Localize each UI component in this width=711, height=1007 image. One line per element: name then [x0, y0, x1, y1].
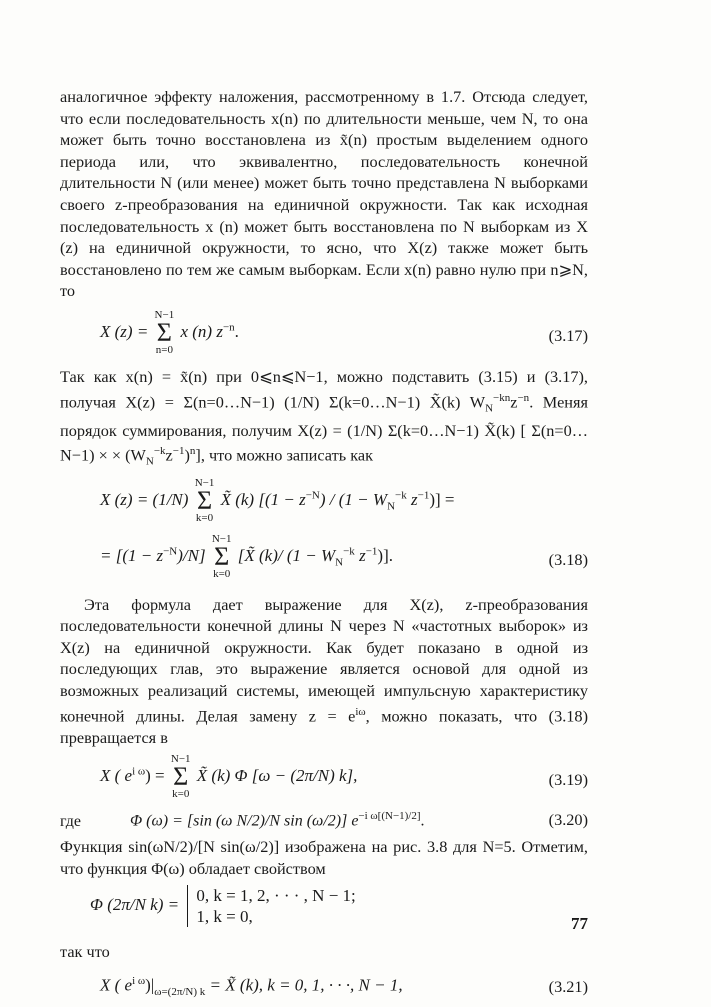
equation-3-17	[60, 304, 588, 364]
eq318a-s1: N	[387, 499, 396, 512]
p2-a: Так как x(n) = x̃(n) при 0⩽n⩽N−1, можно подставить (3.15) и (3.17), получая X(z) = Σ(n=0…N−1) (1/N) Σ(k=0…N−1) X̃(k) W	[60, 366, 588, 411]
eq320-body: Φ (ω) = [sin (ω N/2)/N sin (ω/2)] e	[130, 812, 359, 830]
equation-3-18-line2	[60, 532, 588, 592]
eq318a-sum-top: N−1	[194, 476, 215, 489]
eq320-tail: .	[420, 812, 425, 830]
eq321-rhs: = X̃ (k), k = 0, 1, · · ·, N − 1,	[205, 975, 403, 995]
equation-number-3-20: (3.20)	[548, 810, 588, 830]
paragraph-3	[60, 594, 588, 749]
eq319-sum: N−1 Σ k=0	[170, 753, 191, 801]
eq318b-sum: N−1 Σ k=0	[211, 532, 232, 580]
eq319-lhs: X ( e	[100, 766, 133, 786]
equation-phi-property	[60, 881, 588, 939]
eq317-tail: .	[234, 321, 239, 341]
page-body	[60, 86, 588, 1007]
eq318b-e3: −1	[365, 544, 378, 557]
eq320-gde: где	[60, 812, 82, 830]
p2-e: −n	[517, 391, 530, 404]
eqphi-lhs: Φ (2π/N k) =	[90, 895, 180, 915]
eq318a-mid: ) / (1 − W	[319, 489, 388, 509]
eq318b-end: )].	[377, 545, 393, 565]
p2-i: z	[165, 445, 173, 465]
equation-number-3-18: (3.18)	[548, 549, 588, 569]
eq318a-sum-bottom: k=0	[195, 511, 214, 524]
eq318a-e3: −1	[417, 488, 430, 501]
p3-tail: , можно показать, что (3.18) превращается в	[60, 706, 588, 747]
eqphi-case-1: 0, k = 1, 2, · · · , N − 1;	[196, 886, 356, 906]
eq319-sum-top: N−1	[170, 753, 191, 766]
p2-f: . Меняя порядок суммирования, получим X(z) = (1/N) Σ(k=0…N−1) X̃(k) [ Σ(n=0…N−1) × × (W	[60, 391, 588, 465]
eqphi-case-2: 1, k = 0,	[196, 907, 253, 927]
eq318a-rhs: X̃ (k) [(1 − z	[220, 489, 306, 509]
eq317-sum-top: N−1	[154, 308, 175, 321]
eq317-sum-bottom: n=0	[155, 343, 173, 356]
eq319-e1: i ω	[132, 765, 146, 778]
eq317-sum: N−1 Σ n=0	[154, 308, 175, 356]
eq318b-lhs: = [(1 − z	[100, 545, 164, 565]
eq319-sum-bottom: k=0	[172, 788, 190, 801]
eq318a-e2: −k	[395, 488, 407, 501]
equation-3-18-line1	[60, 476, 588, 530]
equation-number-3-19: (3.19)	[548, 770, 588, 790]
eq321-e1: i ω	[132, 975, 146, 988]
eqphi-cases	[187, 885, 355, 927]
equation-number-3-21: (3.21)	[548, 977, 588, 997]
equation-3-20	[60, 810, 588, 834]
eq321-mid: )|	[145, 975, 155, 995]
eq319-rhs: X̃ (k) Φ [ω − (2π/N) k],	[196, 766, 358, 786]
p2-b: N	[485, 402, 494, 415]
eq318a-end: )] =	[429, 489, 455, 509]
p2-d: z	[510, 391, 518, 411]
paragraph-4: Функция sin(ωN/2)/[N sin(ω/2)] изображена на рис. 3.8 для N=5. Отметим, что функция Φ(ω) обладает свойством	[60, 837, 588, 878]
eq318b-e2: −k	[343, 544, 355, 557]
eq317-exp: −n	[222, 321, 235, 334]
eq318b-e1: −N	[163, 544, 178, 557]
eq318b-z: z	[354, 545, 366, 565]
eq318b-sum-top: N−1	[211, 532, 232, 545]
paragraph-5: так что	[60, 942, 110, 962]
eq318a-e1: −N	[305, 488, 320, 501]
paragraph-1: аналогичное эффекту наложения, рассмотренному в 1.7. Отсюда следует, что если последовательность x(n) по длительности меньше, чем N, то она может быть точно восстановлена из x̃(n) простым выделением одного периода или, что эквивалентно, последовательность конечной длительности N (или менее) может быть точно представлена N выборками своего z-преобразования на единичной окружности. Так как исходная последовательность x (n) может быть восстановлена по N выборкам из X (z) на единичной окружности, то ясно, что X(z) также может быть восстановлено по тем же самым выборкам. Если x(n) равно нулю при n⩾N, то	[60, 87, 588, 301]
equation-3-19	[60, 750, 588, 808]
p2-c: −kn	[493, 391, 511, 404]
p2-m: ], что можно записать как	[195, 445, 374, 465]
p3-main: Эта формула дает выражение для X(z), z-преобразования последовательности конечной длины N через N «частотных выборок» из X(z) на единичной окружности. Как будет показано в одной из последующих глав, это выражение является основой для одной из возможных реализаций системы, имеющей импульсную характеристику конечной длины. Делая замену z = e	[60, 594, 588, 726]
p2-j: −1	[172, 445, 185, 458]
eq318a-lhs: X (z) = (1/N)	[100, 489, 189, 509]
page-number: 77	[571, 914, 588, 933]
eq318a-sum: N−1 Σ k=0	[194, 476, 215, 524]
eq317-rhs: x (n) z	[180, 321, 223, 341]
eq318b-mid: )/N]	[177, 545, 206, 565]
eq317-lhs: X (z) =	[100, 321, 149, 341]
p2-l: n	[189, 445, 196, 458]
eq318b-sum-bottom: k=0	[213, 567, 231, 580]
equation-number-3-17: (3.17)	[548, 325, 588, 345]
p2-k: )	[184, 445, 190, 465]
p2-g: N	[145, 456, 154, 469]
eq318b-s1: N	[335, 555, 344, 568]
eq321-lhs: X ( e	[100, 975, 133, 995]
eq318a-z: z	[406, 489, 418, 509]
eq321-sub: ω=(2π/N) k	[154, 986, 206, 999]
eq319-mid: ) =	[145, 766, 165, 786]
eq320-exp: −i ω[(N−1)/2]	[358, 810, 421, 823]
eq318b-rhs: [X̃ (k)/ (1 − W	[237, 545, 336, 565]
p3-exp: iω	[355, 705, 366, 718]
p2-h: −k	[153, 445, 166, 458]
paragraph-2	[60, 366, 588, 474]
